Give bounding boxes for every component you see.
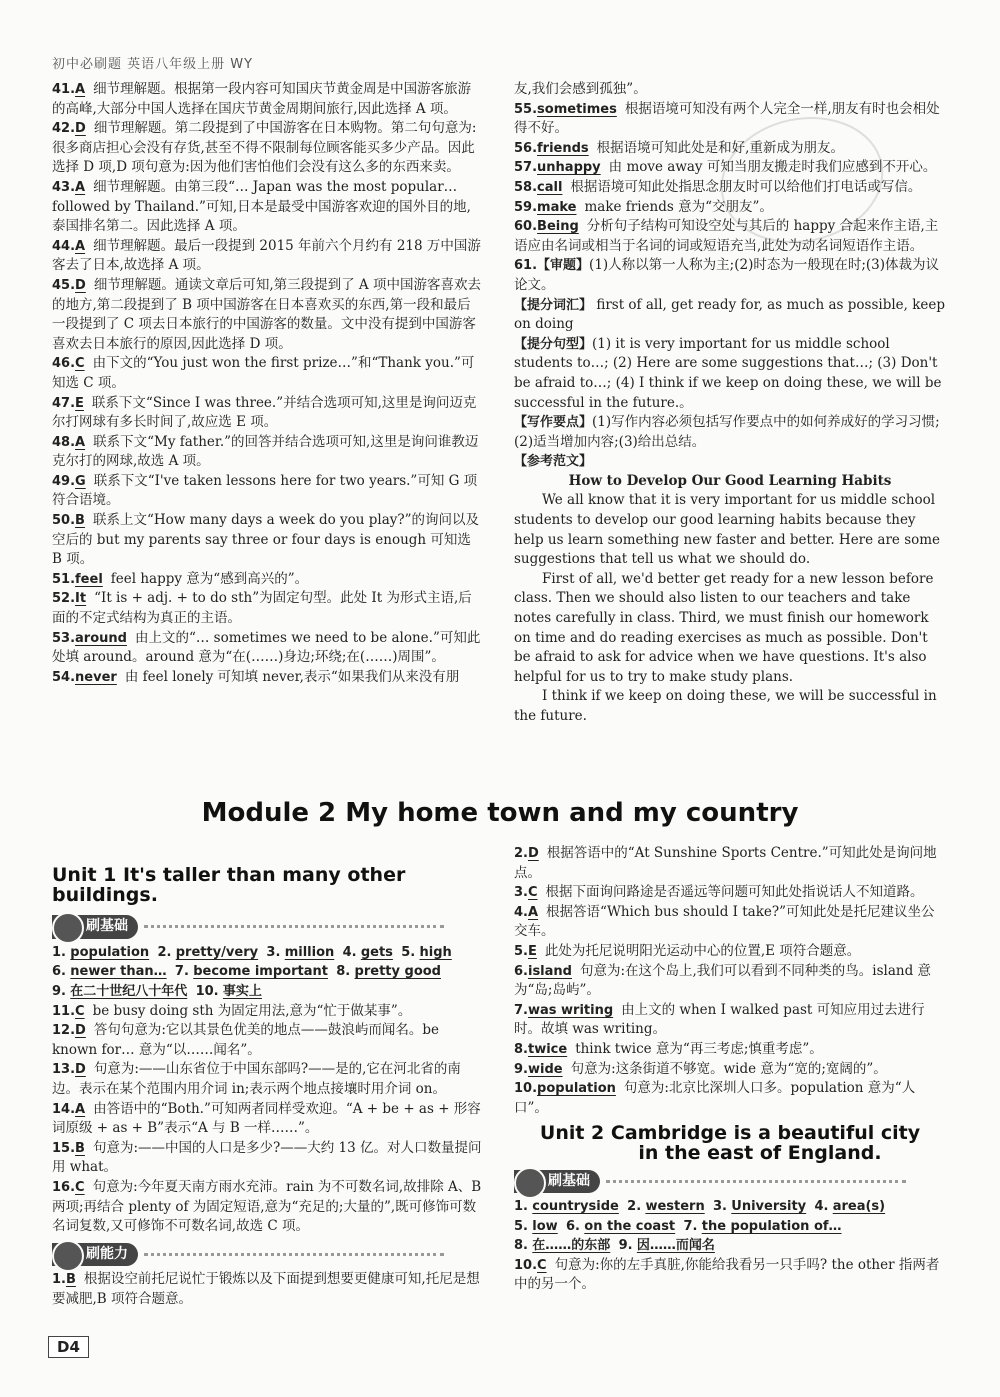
fill-answer: on the coast — [584, 1218, 676, 1234]
question-number: 8. — [514, 1041, 528, 1057]
answer-item — [52, 1002, 484, 1022]
explanation-text: 由下文的“You just won the first prize…”和“Thank you.”可知选 C 项。 — [52, 355, 475, 391]
juxing-block — [514, 335, 946, 413]
answer-item — [514, 942, 946, 962]
explanation-text: be busy doing sth 为固定用法,意为“忙于做某事”。 — [92, 1002, 412, 1019]
answer-item — [52, 80, 484, 119]
explanation-text: 分析句子结构可知设空处与其后的 happy 合起来作主语,主语应由名词或相当于名词的词或短语充当,此处为动名词短语作主语。 — [514, 218, 939, 254]
fill-answer: low — [532, 1218, 558, 1234]
answer-item — [52, 119, 484, 178]
answer-item — [52, 570, 484, 590]
question-number: 45. — [52, 277, 76, 293]
question-number: 13. — [52, 1062, 76, 1078]
fill-row — [514, 1217, 946, 1237]
question-number: 50. — [52, 513, 76, 529]
answer-key: was writing — [527, 1002, 614, 1018]
fill-number: 3. — [713, 1199, 727, 1215]
explanation-text: 句意为:在这个岛上,我们可以看到不同种类的鸟。island 意为“岛;岛屿”。 — [514, 962, 932, 999]
question-number: 46. — [52, 356, 76, 372]
question-number: 1. — [52, 1272, 66, 1288]
answer-item — [52, 433, 484, 472]
answer-item — [52, 394, 484, 433]
fill-number: 2. — [627, 1199, 642, 1215]
answer-key: D — [75, 1062, 86, 1078]
answer-item — [52, 1178, 484, 1237]
answer-item — [52, 1021, 484, 1060]
shenti-text: (1)人称以第一人称为主;(2)时态为一般现在时;(3)体裁为议论文。 — [514, 257, 940, 293]
question-number: 12. — [52, 1023, 76, 1039]
answer-item — [52, 237, 484, 276]
question-number: 48. — [52, 434, 76, 450]
question-number: 44. — [52, 238, 76, 254]
explanation-text: make friends 意为“交朋友”。 — [584, 198, 773, 215]
question-number: 3. — [514, 885, 528, 901]
answer-key: around — [75, 630, 127, 646]
answer-item — [514, 962, 946, 1001]
question-number: 11. — [52, 1003, 76, 1019]
question-number: 53. — [52, 630, 76, 646]
fill-number: 5. — [401, 944, 416, 960]
question-number: 52. — [52, 591, 76, 607]
explanation-text: 句意为:今年夏天南方雨水充沛。rain 为不可数名词,故排除 A、B 两项;再结合 plenty of 为固定短语,意为“充足的;大量的”,既可修饰可数名词复数,又可修饰不可数名词,故选 C 项。 — [52, 1178, 482, 1235]
yaodian-text: (1)写作内容必须包括写作要点中的如何养成好的学习习惯;(2)适当增加内容;(3)给出总结。 — [514, 414, 940, 450]
fill-answer: gets — [360, 944, 393, 960]
running-header: 初中必刷题 英语八年级上册 WY — [52, 57, 254, 72]
answer-item — [52, 629, 484, 668]
fill-answer: pretty good — [354, 964, 441, 980]
answers-left-column — [52, 80, 484, 687]
explanation-text: 由答语中的“Both.”可知两者同样受欢迎。“A + be + as + 形容词原级 + as + B”表示“A 与 B 一样……”。 — [52, 1100, 481, 1137]
question-number: 43. — [52, 179, 76, 195]
unit1-continued-column — [514, 844, 946, 1295]
fill-number: 9. — [52, 983, 66, 999]
explanation-text: 根据下面询问路途是否遥远等问题可知此处指说话人不知道路。 — [545, 884, 924, 901]
answer-key: A — [75, 82, 86, 97]
cihui-block — [514, 296, 946, 335]
explanation-text: “It is + adj. + to do sth”为固定句型。此处 It 为形式主语,后面的不定式结构为真正的主语。 — [52, 590, 472, 627]
answer-key: G — [75, 473, 86, 489]
answer-item — [52, 276, 484, 354]
fill-number: 8. — [514, 1238, 528, 1254]
answer-key: A — [75, 179, 86, 195]
fill-row — [52, 962, 484, 982]
question-number: 58. — [514, 179, 538, 195]
fill-number: 7. — [174, 964, 189, 980]
explanation-text: 根据答语“Which bus should I take?”可知此处是托尼建议坐公交车。 — [514, 903, 935, 940]
answer-key: feel — [75, 571, 103, 587]
explanation-text: 句意为:这条街道不够宽。wide 意为“宽的;宽阔的”。 — [570, 1060, 887, 1077]
question-number: 10. — [514, 1257, 538, 1273]
answer-key: call — [537, 179, 563, 195]
fill-answer: million — [284, 944, 335, 960]
answer-item — [514, 80, 946, 100]
question-number: 6. — [514, 963, 528, 979]
answer-item — [514, 158, 946, 178]
answer-item — [514, 198, 946, 218]
fill-number: 7. — [683, 1218, 698, 1234]
answer-key: B — [75, 1140, 85, 1156]
answer-key: never — [75, 669, 117, 685]
answer-key: island — [527, 963, 572, 979]
explanation-text: 根据语境可知此处指思念朋友时可以给他们打电话或写信。 — [570, 178, 922, 195]
fill-number: 6. — [52, 964, 66, 980]
essay-paragraph-1: We all know that it is very important for us middle school students to develop our good learning habits because they help us learn something new faster and better. Here are some suggestions that tell us what we should do. — [514, 492, 941, 568]
answer-item — [52, 1100, 484, 1139]
essay-paragraph-2: First of all, we'd better get ready for a new lesson before class. Then we should also listen to our teachers and take notes carefully in class. Third, we must finish our homework on time and do reading exercises as much as possible. Don't be afraid to ask for advice when we have questions. It's also helpful for us to try to make study plans. — [514, 570, 934, 685]
answer-item — [514, 1001, 946, 1040]
answer-item — [514, 139, 946, 159]
explanation-text: 细节理解题。由第三段“… Japan was the most popular… followed by Thailand.”可知,日本是最受中国游客欢迎的国外目的地,泰国排名第二。因此选择 A 项。 — [52, 178, 471, 235]
cihui-text: first of all, get ready for, as much as possible, keep on doing — [514, 296, 946, 333]
unit1-column — [52, 866, 484, 1309]
explanation-text: 细节理解题。最后一段提到 2015 年前六个月约有 218 万中国游客去了日本,故选择 A 项。 — [52, 237, 481, 274]
answer-item — [52, 472, 484, 511]
dotted-divider — [606, 1180, 906, 1183]
question-number: 4. — [514, 904, 528, 920]
question-61 — [514, 256, 946, 295]
fill-answer: 在……的东部 — [532, 1238, 611, 1254]
answer-key: A — [75, 434, 86, 450]
answer-key: D — [75, 121, 86, 137]
module-title: Module 2 My home town and my country — [201, 798, 799, 828]
question-number: 41. — [52, 82, 76, 97]
answer-key: unhappy — [537, 160, 601, 176]
question-number: 61. — [514, 258, 538, 274]
explanation-text: 细节理解题。通读文章后可知,第三段提到了 A 项中国游客喜欢去的地方,第二段提到了 B 项中国游客在日本喜欢买的东西,第一段和最后一段提到了 C 项去日本旅行的中国游客的数量。文中没有提到中国游客喜欢去日本旅行的原因,因此选择 D 项。 — [52, 276, 481, 352]
answer-key: E — [527, 943, 537, 959]
explanation-text: 友,我们会感到孤独”。 — [514, 81, 647, 97]
explanation-text: 此处为托尼说明阳光运动中心的位置,E 项符合题意。 — [544, 942, 861, 959]
explanation-text: 根据语境可知此处是和好,重新成为朋友。 — [596, 139, 844, 156]
fill-number: 4. — [342, 944, 357, 960]
fill-row — [52, 982, 484, 1002]
fill-answer: high — [419, 944, 452, 960]
explanation-text: 联系下文“I've taken lessons here for two years.”可知 G 项符合语境。 — [52, 472, 478, 509]
answer-item — [52, 511, 484, 570]
question-number: 56. — [514, 140, 538, 156]
unit2-title-line2: in the east of England. — [638, 1141, 882, 1164]
tag-badge-icon — [52, 1240, 84, 1272]
juxing-label: 【提分句型】 — [514, 336, 593, 352]
unit1-title: Unit 1 It's taller than many other buildings. — [52, 864, 406, 906]
answer-item — [52, 1139, 484, 1178]
answer-key: C — [75, 1179, 85, 1195]
fill-number: 10. — [195, 983, 219, 999]
answer-key: D — [75, 277, 86, 293]
answer-item — [514, 1040, 946, 1060]
answer-key: B — [75, 513, 85, 529]
explanation-text: 由 feel lonely 可知填 never,表示“如果我们从来没有朋 — [124, 668, 460, 685]
fill-answer: 在二十世纪八十年代 — [70, 983, 188, 999]
answer-item — [52, 1270, 484, 1309]
question-number: 51. — [52, 571, 76, 587]
explanation-text: 句意为:——中国的人口是多少?——大约 13 亿。对人口数量提问用 what。 — [52, 1139, 482, 1176]
fill-answer: 因……而闻名 — [636, 1238, 715, 1254]
question-number: 14. — [52, 1101, 76, 1117]
answer-key: make — [537, 199, 577, 215]
explanation-text: 细节理解题。根据第一段内容可知国庆节黄金周是中国游客旅游的高峰,大部分中国人选择在国庆节黄金周期间旅行,因此选择 A 项。 — [52, 81, 472, 117]
answer-key: A — [75, 1101, 86, 1117]
fill-number: 9. — [618, 1238, 633, 1254]
explanation-text: 由 move away 可知当朋友搬走时我们应感到不开心。 — [608, 159, 937, 176]
fill-answer: population — [70, 944, 150, 960]
answer-key: A — [75, 238, 86, 254]
answer-item — [514, 178, 946, 198]
answer-key: Being — [537, 219, 579, 235]
answer-key: D — [527, 846, 539, 861]
answer-key: sometimes — [537, 101, 617, 117]
shenti-label: 【审题】 — [537, 258, 590, 274]
explanation-text: 联系上文“How many days a week do you play?”的询问以及空后的 but my parents say three or four days is enough 可知选 B 项。 — [52, 512, 480, 568]
fill-answer: countryside — [532, 1199, 619, 1215]
fill-row — [514, 1197, 946, 1217]
fill-number: 1. — [514, 1199, 528, 1215]
fill-answer: University — [731, 1199, 807, 1215]
fill-number: 5. — [514, 1218, 528, 1234]
dotted-divider — [144, 1253, 444, 1256]
question-number: 55. — [514, 101, 538, 117]
question-number: 9. — [514, 1061, 528, 1077]
question-number: 60. — [514, 219, 538, 235]
explanation-text: feel happy 意为“感到高兴的”。 — [110, 570, 309, 587]
fill-number: 3. — [266, 944, 281, 960]
answer-item — [514, 883, 946, 903]
fill-row — [52, 943, 484, 963]
explanation-text: 联系下文“My father.”的回答并结合选项可知,这里是询问谁教迈克尔打的网球,故选 A 项。 — [52, 433, 479, 470]
tag-badge-icon — [514, 1167, 546, 1199]
answer-item — [514, 1060, 946, 1080]
answer-item — [514, 100, 946, 139]
explanation-text: 由上文的“… sometimes we need to be alone.”可知此处填 around。around 意为“在(……)身边;环绕;在(……)周围”。 — [52, 629, 481, 666]
explanation-text: 答句句意为:它以其景色优美的地点——鼓浪屿而闻名。be known for… 意为“以……闻名”。 — [52, 1022, 440, 1058]
explanation-text: 由上文的 when I walked past 可知应用过去进行时。故填 was writing。 — [514, 1001, 925, 1038]
answer-item — [514, 903, 946, 942]
question-number: 10. — [514, 1081, 538, 1097]
essay-paragraph-3: I think if we keep on doing these, we will be successful in the future. — [514, 688, 937, 724]
question-number: 42. — [52, 121, 76, 137]
answer-key: C — [75, 356, 85, 372]
question-number: 15. — [52, 1140, 76, 1156]
explanation-text: think twice 意为“再三考虑;慎重考虑”。 — [575, 1040, 823, 1057]
cihui-label: 【提分词汇】 — [514, 297, 593, 313]
answer-key: friends — [537, 140, 589, 156]
answer-item — [52, 1060, 484, 1099]
explanation-text: 根据语境可知没有两个人完全一样,朋友有时也会相处得不好。 — [514, 100, 940, 137]
answer-key: E — [75, 395, 84, 411]
answer-item — [52, 354, 484, 393]
answer-item — [514, 217, 946, 256]
explanation-text: 句意为:北京比深圳人口多。population 意为“人口”。 — [514, 1080, 916, 1116]
explanation-text: 联系下文“Since I was three.”并结合选项可知,这里是询问迈克尔打网球有多长时间了,故应选 E 项。 — [52, 394, 477, 431]
fill-answer: the population of… — [701, 1218, 842, 1234]
fill-answer: 事实上 — [222, 983, 262, 999]
explanation-text: 根据设空前托尼说忙于锻炼以及下面提到想要更健康可知,托尼是想要减肥,B 项符合题意。 — [52, 1271, 480, 1307]
fill-number: 1. — [52, 944, 66, 960]
fanwen-label-block — [514, 452, 946, 472]
question-number: 59. — [514, 199, 538, 215]
fill-number: 6. — [565, 1218, 580, 1234]
answer-item — [514, 1079, 946, 1118]
answer-key: population — [537, 1081, 616, 1097]
answer-key: C — [527, 885, 538, 901]
question-number: 5. — [514, 943, 528, 959]
section-tag-basic: 刷基础 — [514, 1170, 600, 1194]
fill-number: 4. — [814, 1199, 829, 1215]
explanation-text: 根据答语中的“At Sunshine Sports Centre.”可知此处是询问地点。 — [514, 845, 937, 881]
answer-key: B — [65, 1272, 76, 1288]
essay-title: How to Develop Our Good Learning Habits — [568, 472, 892, 489]
fanwen-label: 【参考范文】 — [514, 454, 593, 470]
answer-item — [52, 589, 484, 628]
explanation-text: 句意为:你的左手真脏,你能给我看另一只手吗? the other 指两者中的另一个。 — [514, 1256, 940, 1293]
answer-item — [514, 844, 946, 883]
answer-key: It — [75, 591, 87, 607]
question-number: 47. — [52, 395, 76, 411]
answer-key: twice — [527, 1041, 568, 1057]
question-number: 54. — [52, 669, 76, 685]
question-number: 7. — [514, 1002, 528, 1018]
question-number: 2. — [514, 846, 528, 861]
question-number: 57. — [514, 160, 538, 176]
fill-row — [514, 1236, 946, 1256]
answer-key: D — [75, 1023, 86, 1039]
answer-key: wide — [527, 1061, 563, 1077]
fill-answer: pretty/very — [175, 944, 259, 960]
page-number: D4 — [48, 1336, 89, 1358]
fill-number: 8. — [336, 964, 351, 980]
explanation-text: 句意为:——山东省位于中国东部吗?——是的,它在河北省的南边。表示在某个范围内用介词 in;表示两个地点接壤时用介词 on。 — [52, 1061, 461, 1097]
answer-item — [52, 178, 484, 237]
answer-item — [514, 1256, 946, 1295]
answer-key: C — [75, 1003, 85, 1019]
juxing-text: (1) it is very important for us middle school students to…; (2) Here are some suggestions that…; (3) Don't be afraid to…; (4) I think if we keep on doing these, we will be successful in the future.。 — [514, 335, 942, 411]
fill-number: 2. — [157, 944, 172, 960]
answer-key: A — [527, 904, 539, 920]
answer-key: C — [537, 1257, 547, 1273]
question-number: 16. — [52, 1179, 76, 1195]
fill-answer: western — [645, 1199, 705, 1215]
fill-answer: newer than… — [70, 964, 167, 980]
section-tag-ability: 刷能力 — [52, 1243, 138, 1267]
tag-badge-icon — [52, 912, 84, 944]
unit2-title-line1: Unit 2 Cambridge is a beautiful city — [539, 1122, 921, 1145]
dotted-divider — [144, 925, 444, 928]
yaodian-block — [514, 413, 946, 452]
fill-answer: area(s) — [832, 1199, 886, 1215]
answers-right-column — [514, 80, 946, 727]
answer-item — [52, 668, 484, 688]
question-number: 49. — [52, 473, 76, 489]
section-tag-basic: 刷基础 — [52, 915, 138, 939]
explanation-text: 细节理解题。第二段提到了中国游客在日本购物。第二句句意为:很多商店担心会没有存货,甚至不得不限制每位顾客能买多少产品。因此选择 D 项,D 项句意为:因为他们害怕他们会没有这么多的东西来卖。 — [52, 120, 477, 176]
fill-answer: become important — [193, 964, 328, 980]
yaodian-label: 【写作要点】 — [514, 415, 593, 431]
